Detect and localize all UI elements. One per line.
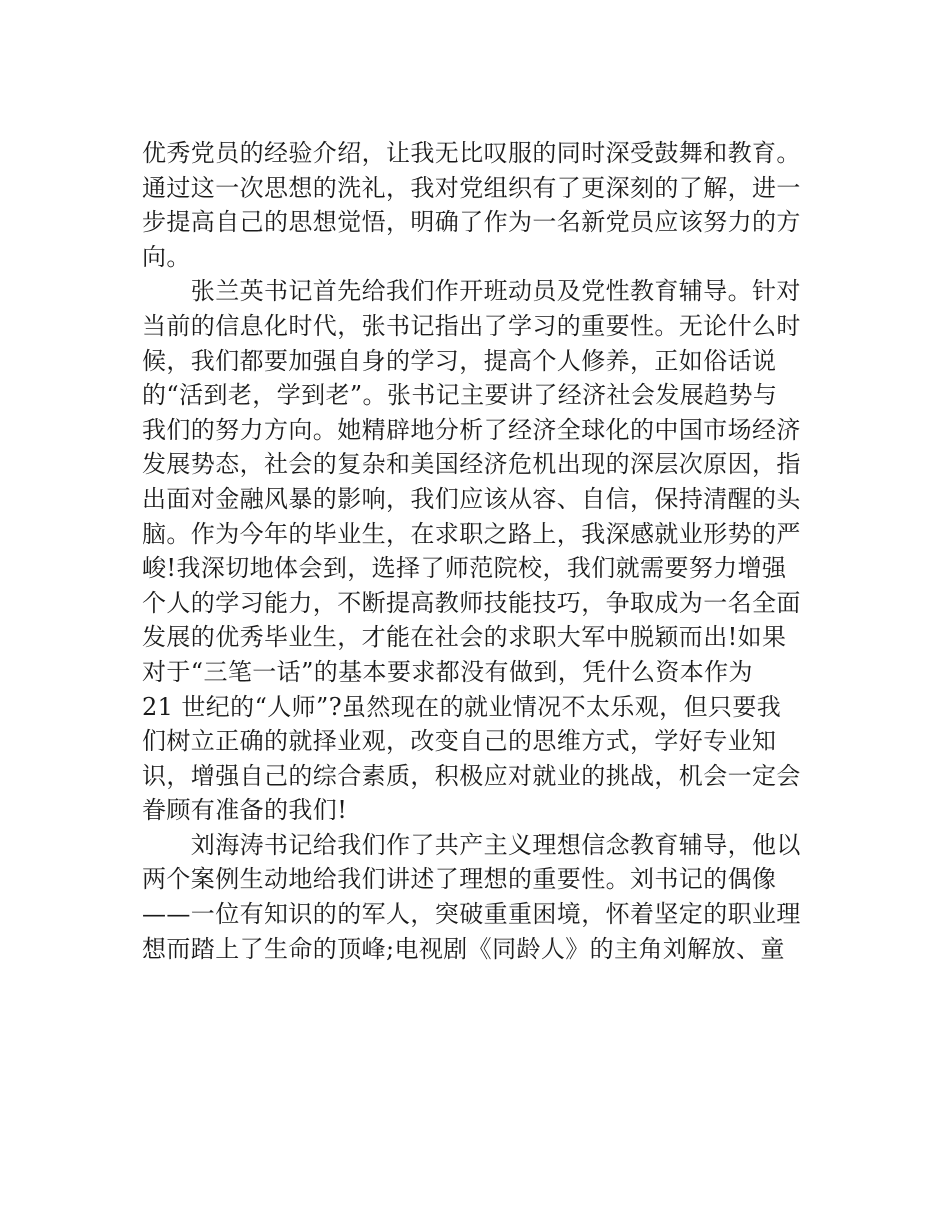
text-line: 通过这一次思想的洗礼，我对党组织有了更深刻的了解，进一: [142, 173, 801, 202]
text-line: 识，增强自己的综合素质，积极应对就业的挑战，机会一定会: [142, 761, 801, 790]
text-line: 步提高自己的思想觉悟，明确了作为一名新党员应该努力的方: [142, 208, 801, 237]
paragraph-2: [142, 274, 822, 828]
document-body: [142, 136, 822, 966]
text-line: 峻!我深切地体会到，选择了师范院校，我们就需要努力增强: [142, 554, 787, 583]
text-line: 对于“三笔一话”的基本要求都没有做到，凭什么资本作为: [142, 657, 753, 686]
text-line: 发展的优秀毕业生，才能在社会的求职大军中脱颖而出!如果: [142, 623, 787, 652]
text-line: 当前的信息化时代，张书记指出了学习的重要性。无论什么时: [142, 311, 801, 340]
text-line: 想而踏上了生命的顶峰;电视剧《同龄人》的主角刘解放、童: [142, 934, 785, 963]
text-line: 向。: [142, 242, 191, 271]
text-line: 脑。作为今年的毕业生，在求职之路上，我深感就业形势的严: [142, 519, 801, 548]
text-line: 发展势态，社会的复杂和美国经济危机出现的深层次原因，指: [142, 450, 801, 479]
text-line: 我们的努力方向。她精辟地分析了经济全球化的中国市场经济: [142, 415, 801, 444]
text-line: 优秀党员的经验介绍，让我无比叹服的同时深受鼓舞和教育。: [142, 139, 801, 167]
text-line: 出面对金融风暴的影响，我们应该从容、自信，保持清醒的头: [142, 484, 801, 513]
text-line: 刘海涛书记给我们作了共产主义理想信念教育辅导，他以: [142, 830, 801, 859]
paragraph-3: [142, 828, 822, 966]
text-line: 的“活到老，学到老”。张书记主要讲了经济社会发展趋势与: [142, 381, 778, 410]
text-line: 候，我们都要加强自身的学习，提高个人修养，正如俗话说: [142, 346, 777, 375]
text-line: 们树立正确的就择业观，改变自己的思维方式，学好专业知: [142, 727, 777, 756]
text-line: 张兰英书记首先给我们作开班动员及党性教育辅导。针对: [142, 277, 801, 306]
text-line: 个人的学习能力，不断提高教师技能技巧，争取成为一名全面: [142, 588, 801, 617]
text-line: 眷顾有准备的我们!: [142, 796, 348, 825]
text-line: 两个案例生动地给我们讲述了理想的重要性。刘书记的偶像: [142, 865, 777, 894]
paragraph-1: [142, 136, 822, 274]
text-line: 21 世纪的“人师”?虽然现在的就业情况不太乐观，但只要我: [142, 692, 782, 721]
text-line: ——一位有知识的的军人，突破重重困境，怀着坚定的职业理: [142, 900, 801, 929]
